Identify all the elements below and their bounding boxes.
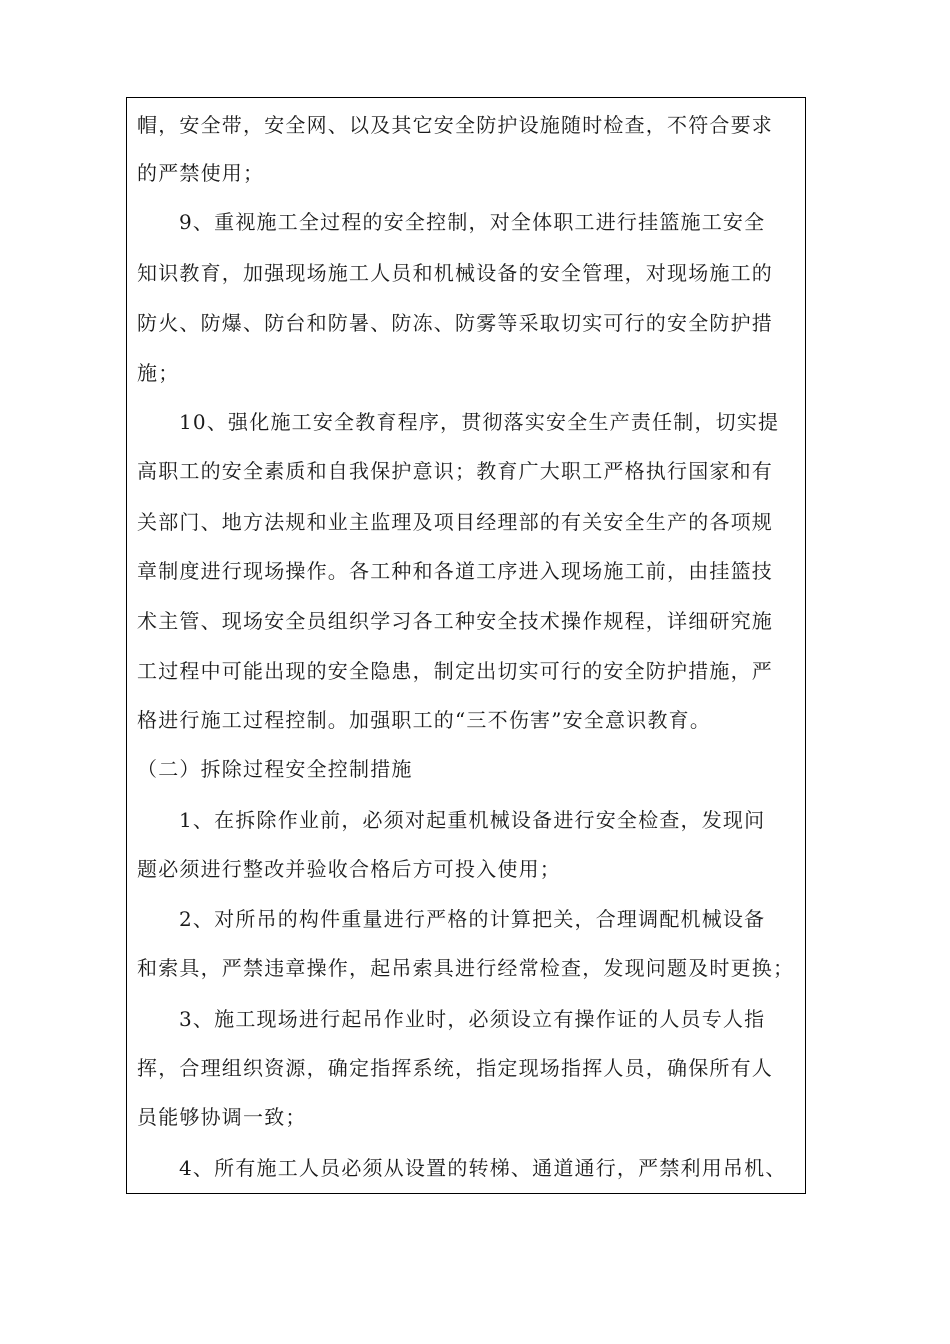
text-line: 帽，安全带，安全网、以及其它安全防护设施随时检查，不符合要求 (137, 113, 773, 137)
text-line: 题必须进行整改并验收合格后方可投入使用； (137, 857, 561, 881)
text-line: 施； (137, 361, 180, 385)
text-line: 防火、防爆、防台和防暑、防冻、防雾等采取切实可行的安全防护措 (137, 311, 773, 335)
paragraph-2-start: 2、对所吊的构件重量进行严格的计算把关，合理调配机械设备 (179, 907, 766, 931)
text-line: 高职工的安全素质和自我保护意识；教育广大职工严格执行国家和有 (137, 459, 773, 483)
text-line: 的严禁使用； (137, 161, 265, 185)
text-line: 挥，合理组织资源，确定指挥系统，指定现场指挥人员，确保所有人 (137, 1056, 773, 1080)
text-line: 工过程中可能出现的安全隐患，制定出切实可行的安全防护措施，严 (137, 659, 773, 683)
paragraph-3-start: 3、施工现场进行起吊作业时，必须设立有操作证的人员专人指 (179, 1007, 766, 1031)
text-line: 章制度进行现场操作。各工种和各道工序进入现场施工前，由挂篮技 (137, 559, 773, 583)
text-line: 术主管、现场安全员组织学习各工种安全技术操作规程，详细研究施 (137, 609, 773, 633)
text-line: 和索具，严禁违章操作，起吊索具进行经常检查，发现问题及时更换； (137, 956, 795, 980)
paragraph-10-start: 10、强化施工安全教育程序，贯彻落实安全生产责任制，切实提 (179, 410, 780, 434)
paragraph-1-start: 1、在拆除作业前，必须对起重机械设备进行安全检查，发现问 (179, 808, 766, 832)
paragraph-4-start: 4、所有施工人员必须从设置的转梯、通道通行，严禁利用吊机、 (179, 1156, 787, 1180)
text-line: 员能够协调一致； (137, 1105, 307, 1129)
text-line: 关部门、地方法规和业主监理及项目经理部的有关安全生产的各项规 (137, 510, 773, 534)
section-heading: （二）拆除过程安全控制措施 (137, 757, 413, 781)
document-frame (126, 97, 806, 1194)
text-line: 知识教育，加强现场施工人员和机械设备的安全管理，对现场施工的 (137, 261, 773, 285)
text-line: 格进行施工过程控制。加强职工的“三不伤害”安全意识教育。 (137, 708, 712, 732)
paragraph-9-start: 9、重视施工全过程的安全控制，对全体职工进行挂篮施工安全 (179, 210, 766, 234)
